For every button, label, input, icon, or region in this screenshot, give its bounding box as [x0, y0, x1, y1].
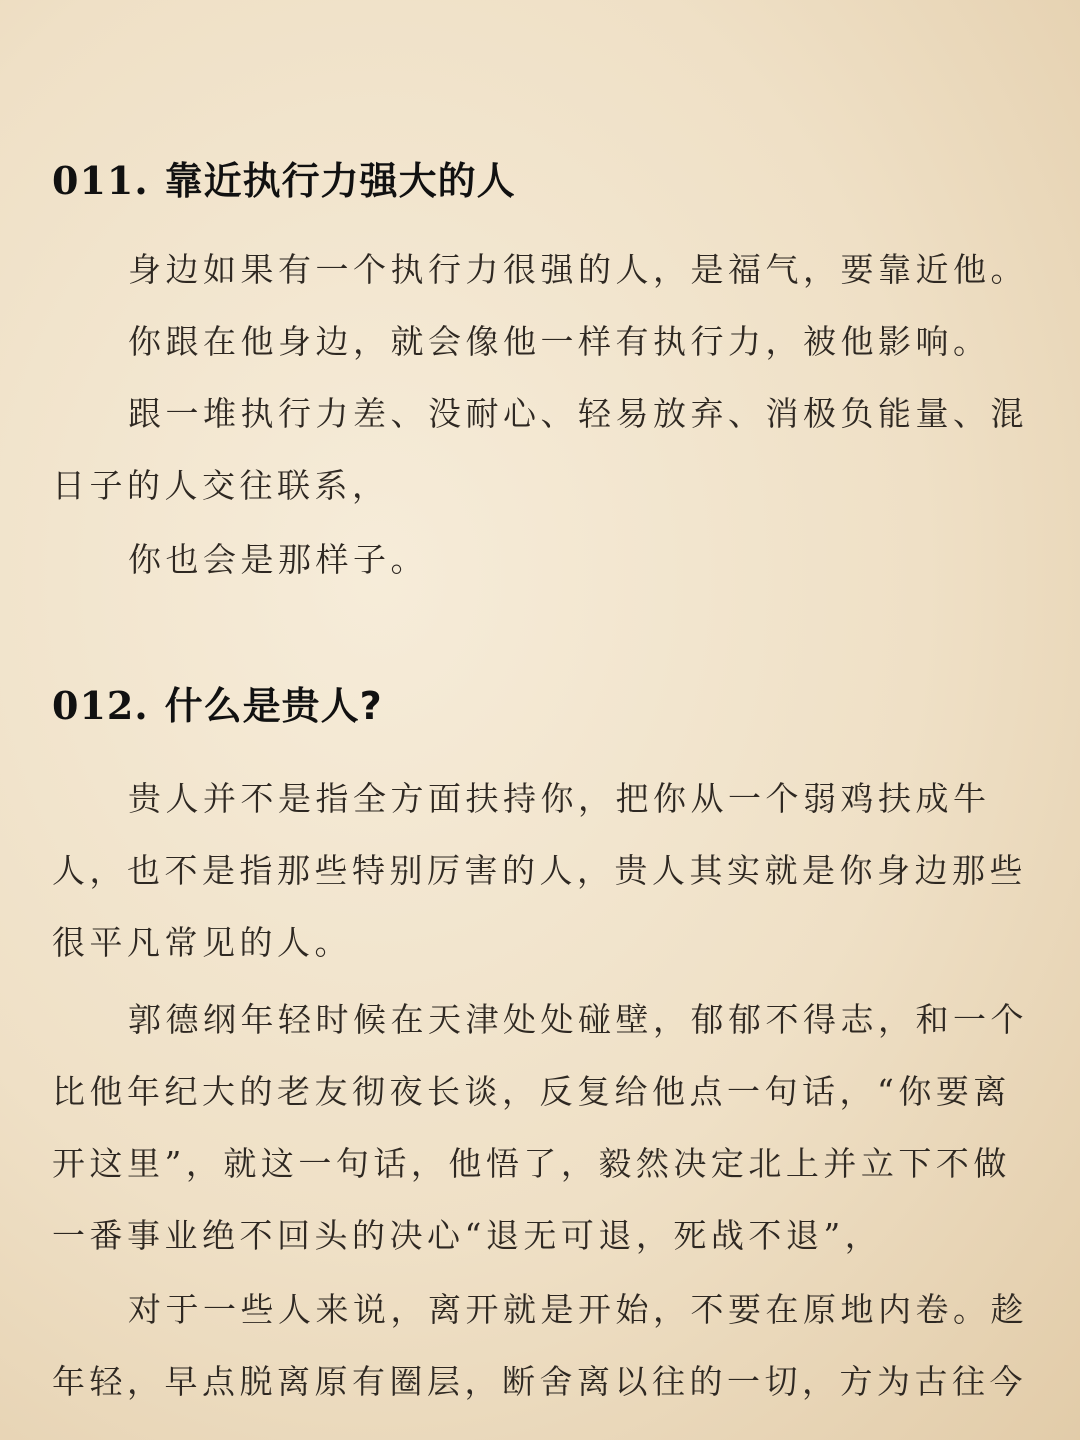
section-title: 什么是贵人? [164, 684, 383, 728]
section-heading [52, 150, 516, 205]
section-number: 012. [52, 683, 149, 728]
section-title: 靠近执行力强大的人 [164, 159, 516, 203]
paragraph: 贵人并不是指全方面扶持你，把你从一个弱鸡扶成牛人，也不是指那些特别厉害的人，贵人其实就是你身边那些很平凡常见的人。 [52, 779, 1027, 962]
section-heading [52, 675, 383, 730]
section-number: 011. [52, 158, 149, 203]
paragraph: 郭德纲年轻时候在天津处处碰壁，郁郁不得志，和一个比他年纪大的老友彻夜长谈，反复给他点一句话，“你要离开这里”，就这一句话，他悟了，毅然决定北上并立下不做一番事业绝不回头的决心“退无可退，死战不退”， [52, 1000, 1028, 1255]
paragraph: 你也会是那样子。 [128, 540, 428, 579]
paragraph: 你跟在他身边，就会像他一样有执行力，被他影响。 [128, 322, 991, 361]
paragraph: 跟一堆执行力差、没耐心、轻易放弃、消极负能量、混日子的人交往联系， [52, 394, 1028, 505]
paragraph: 身边如果有一个执行力很强的人，是福气，要靠近他。 [128, 250, 1028, 289]
paragraph: 对于一些人来说，离开就是开始，不要在原地内卷。趁年轻，早点脱离原有圈层，断舍离以往的一切，方为古往今 [52, 1290, 1028, 1401]
